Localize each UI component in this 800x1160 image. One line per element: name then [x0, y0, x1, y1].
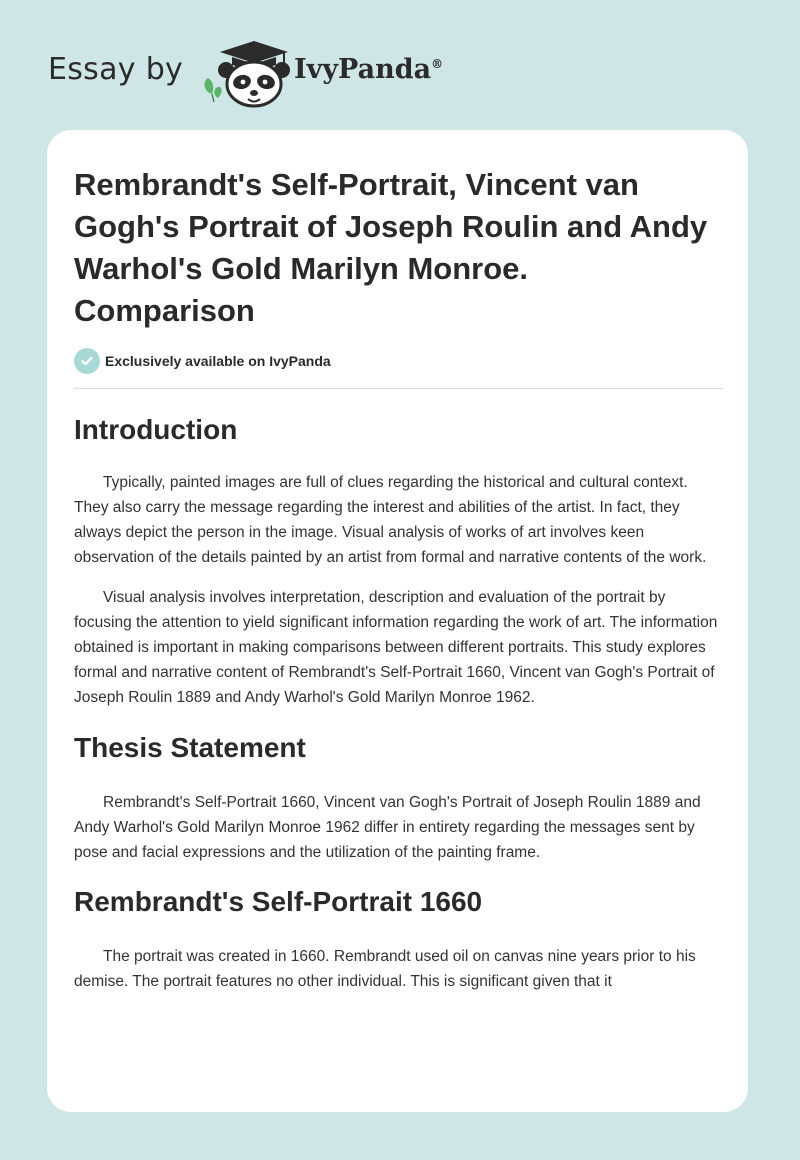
registered-mark: ® — [431, 57, 444, 71]
section-heading-rembrandt: Rembrandt's Self-Portrait 1660 — [74, 886, 483, 917]
section-heading-introduction: Introduction — [74, 414, 238, 445]
essay-card — [47, 130, 748, 1112]
leaf-icon — [205, 78, 222, 102]
brand-text: IvyPanda — [294, 54, 432, 85]
section-heading-thesis-statement: Thesis Statement — [74, 732, 306, 763]
panda-logo-icon[interactable] — [200, 38, 292, 108]
essay-content — [74, 406, 726, 994]
divider — [74, 388, 723, 389]
essay-by-label: Essay by — [48, 52, 184, 87]
page-title: Rembrandt's Self-Portrait, Vincent van Gogh's Portrait of Joseph Roulin and Andy Warhol's Gold Marilyn Monroe. Comparison — [74, 167, 708, 328]
check-icon — [74, 348, 100, 374]
site-header — [48, 38, 468, 108]
brand-name[interactable] — [294, 54, 443, 85]
paragraph: Typically, painted images are full of clues regarding the historical and cultural context. They also carry the message regarding the interest and abilities of the artist. In fact, they always depict the person in the image. Visual analysis of works of art involves keen observation of the details painted by an artist from formal and narrative contents of the work. — [74, 474, 707, 566]
paragraph: Rembrandt's Self-Portrait 1660, Vincent van Gogh's Portrait of Joseph Roulin 1889 and Andy Warhol's Gold Marilyn Monroe 1962 differ in entirety regarding the messages sent by pose and facial expressions and the utilization of the painting frame. — [74, 794, 701, 861]
exclusive-badge — [74, 347, 331, 375]
exclusive-label: Exclusively available on IvyPanda — [105, 353, 331, 369]
paragraph: The portrait was created in 1660. Rembrandt used oil on canvas nine years prior to his demise. The portrait features no other individual. This is significant given that it — [74, 948, 696, 990]
paragraph: Visual analysis involves interpretation, description and evaluation of the portrait by focusing the attention to yield significant information regarding the work of art. The information obtained is important in making comparisons between different portraits. This study explores formal and narrative content of Rembrandt's Self-Portrait 1660, Vincent van Gogh's Portrait of Joseph Roulin 1889 and Andy Warhol's Gold Marilyn Monroe 1962. — [74, 589, 718, 706]
